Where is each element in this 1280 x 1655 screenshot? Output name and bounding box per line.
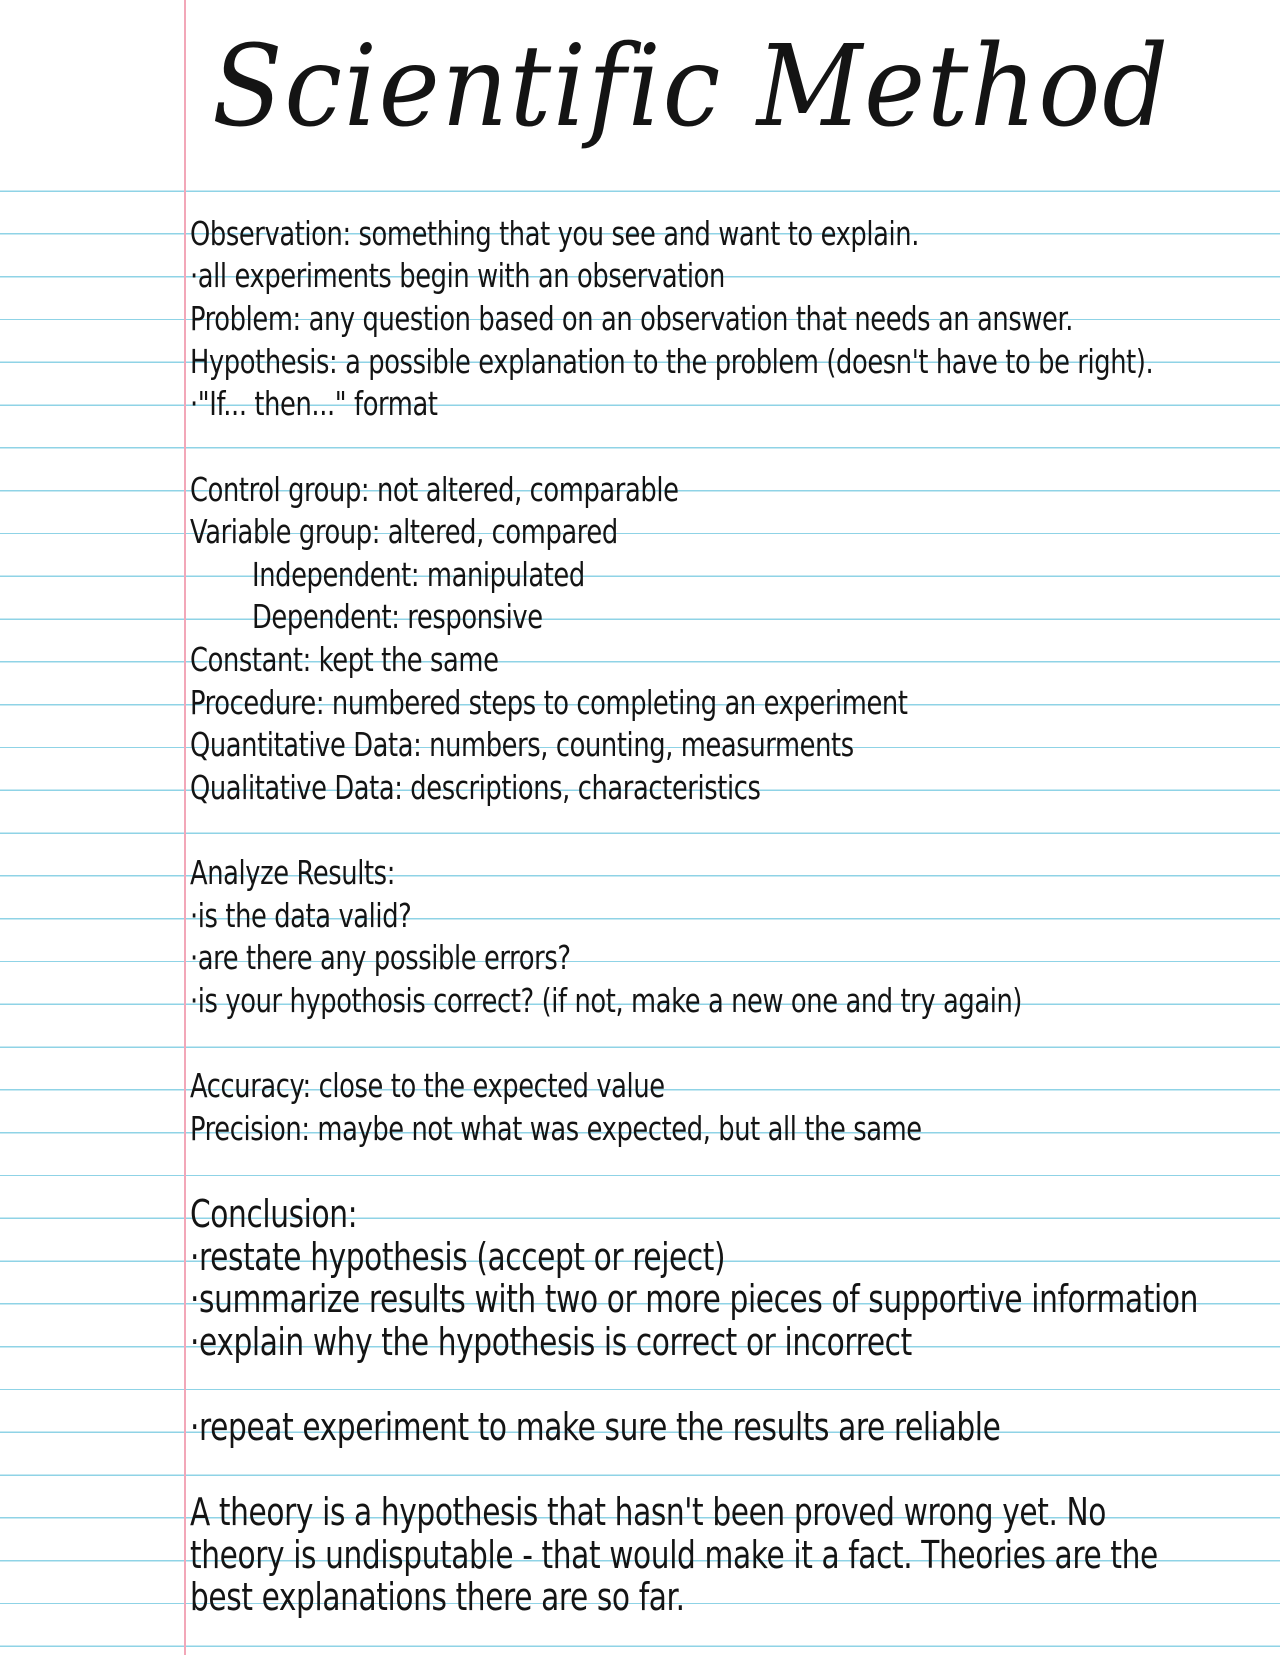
- note-variable-group: Variable group: altered, compared: [190, 512, 618, 551]
- note-theory-line-1: A theory is a hypothesis that hasn't been proved wrong yet. No: [190, 1490, 1107, 1534]
- note-procedure: Procedure: numbered steps to completing an experiment: [190, 683, 908, 722]
- note-analyze-bullet-3: ·is your hypothosis correct? (if not, make a new one and try again): [190, 981, 1023, 1020]
- note-hypothesis: Hypothesis: a possible explanation to the problem (doesn't have to be right).: [190, 342, 1154, 381]
- note-conclusion: Conclusion:: [190, 1192, 358, 1236]
- note-analyze-bullet-1: ·is the data valid?: [190, 896, 412, 935]
- note-constant: Constant: kept the same: [190, 640, 499, 679]
- note-qualitative-data: Qualitative Data: descriptions, characteristics: [190, 768, 761, 807]
- note-analyze-bullet-2: ·are there any possible errors?: [190, 938, 571, 977]
- note-conclusion-bullet-2: ·summarize results with two or more pieces of supportive information: [190, 1277, 1199, 1321]
- note-analyze-results: Analyze Results:: [190, 853, 395, 892]
- note-theory-line-2: theory is undisputable - that would make it a fact. Theories are the: [190, 1533, 1158, 1577]
- note-quantitative-data: Quantitative Data: numbers, counting, measurments: [190, 725, 854, 764]
- note-observation-bullet: ·all experiments begin with an observation: [190, 256, 725, 295]
- note-precision: Precision: maybe not what was expected, but all the same: [190, 1109, 922, 1148]
- note-dependent: Dependent: responsive: [252, 597, 543, 636]
- note-hypothesis-format: ·"If... then..." format: [190, 384, 438, 423]
- note-problem: Problem: any question based on an observation that needs an answer.: [190, 299, 1074, 338]
- margin-line: [184, 0, 186, 1655]
- note-theory-line-3: best explanations there are so far.: [190, 1575, 685, 1619]
- note-conclusion-bullet-3: ·explain why the hypothesis is correct or incorrect: [190, 1320, 912, 1364]
- note-repeat-experiment: ·repeat experiment to make sure the results are reliable: [190, 1405, 1001, 1449]
- note-observation: Observation: something that you see and want to explain.: [190, 214, 919, 253]
- note-accuracy: Accuracy: close to the expected value: [190, 1066, 665, 1105]
- note-control-group: Control group: not altered, comparable: [190, 470, 679, 509]
- page-title: Scientific Method: [212, 22, 1171, 152]
- note-conclusion-bullet-1: ·restate hypothesis (accept or reject): [190, 1235, 726, 1279]
- note-independent: Independent: manipulated: [252, 555, 585, 594]
